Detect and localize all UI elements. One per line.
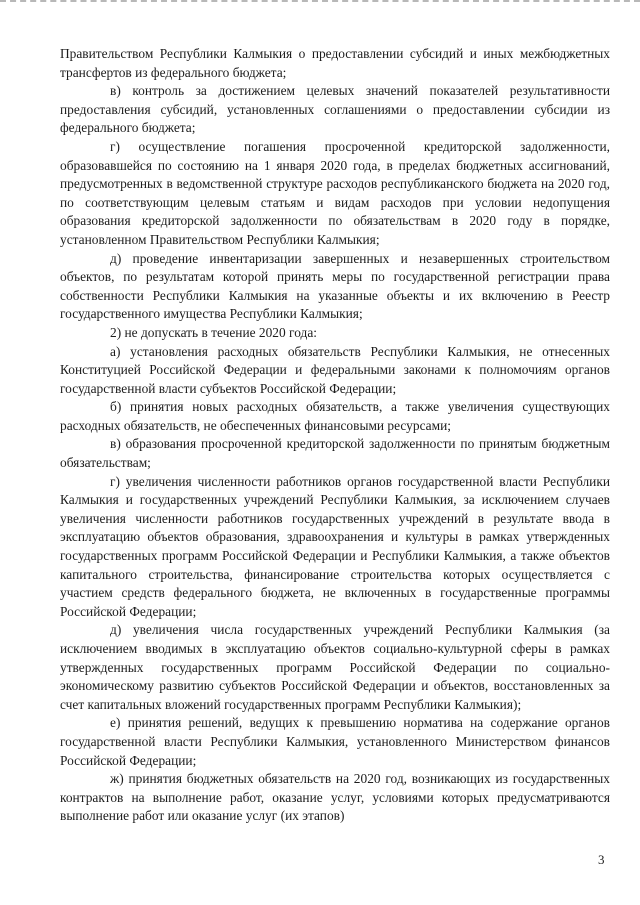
page-number: 3 [598, 852, 605, 867]
paragraph-11: е) принятия решений, ведущих к превышению норматива на содержание органов государственной власти Республики Калмыкия, установленного Министерством финансов Российской Федерации; [60, 715, 610, 768]
paragraph-4: д) проведение инвентаризации завершенных и незавершенных строительством объектов, по результатам которой принять меры по государственной регистрации права собственности Республики Калмыкия на указанные объекты и их включению в Реестр государственного имущества Республики Калмыкия; [60, 250, 610, 322]
paragraph-3: г) осуществление погашения просроченной кредиторской задолженности, образовавшейся по состоянию на 1 января 2020 года, в пределах бюджетных ассигнований, предусмотренных в ведомственной структуре расходов республиканского бюджета на 2020 год, по соответствующим целевым статьям и видам расходов при условии недопущения образования кредиторской задолженности по обязательствам в 2020 году в порядке, установленном Правительством Республики Калмыкия; [60, 138, 610, 247]
document-page [60, 45, 610, 826]
scan-top-edge [0, 0, 640, 8]
paragraph-9: г) увеличения численности работников органов государственной власти Республики Калмыкия и государственных учреждений Республики Калмыкия, за исключением случаев увеличения численности работников государственных учреждений в результате ввода в эксплуатацию объектов образования, здравоохранения и культуры в рамках утвержденных государственных программ Российской Федерации и Республики Калмыкия, а также объектов капитального строительства, финансирование строительства которых осуществляется с участием средств федерального бюджета, не включенных в государственные программы Российской Федерации; [60, 473, 610, 619]
paragraph-1: Правительством Республики Калмыкия о предоставлении субсидий и иных межбюджетных трансфертов из федерального бюджета; [60, 46, 610, 80]
paragraph-7: б) принятия новых расходных обязательств, а также увеличения существующих расходных обязательств, не обеспеченных финансовыми ресурсами; [60, 399, 610, 433]
paragraph-2: в) контроль за достижением целевых значений показателей результативности предоставления субсидий, установленных соглашениями о предоставлении субсидии из федерального бюджета; [60, 83, 610, 136]
paragraph-5: 2) не допускать в течение 2020 года: [110, 324, 317, 340]
paragraph-10: д) увеличения числа государственных учреждений Республики Калмыкия (за исключением вводимых в эксплуатацию объектов социально-культурной сферы в рамках утвержденных государственных программ Российской Федерации по социально-экономическому развитию субъектов Российской Федерации и объектов, восстановленных за счет капитальных вложений государственных программ Республики Калмыкия); [60, 622, 610, 712]
paragraph-12: ж) принятия бюджетных обязательств на 2020 год, возникающих из государственных контрактов на выполнение работ, оказание услуг, условиями которых предусматриваются выполнение работ или оказание услуг (их этапов) [60, 771, 610, 824]
paragraph-8: в) образования просроченной кредиторской задолженности по принятым бюджетным обязательствам; [60, 436, 610, 471]
paragraph-6: а) установления расходных обязательств Республики Калмыкия, не отнесенных Конституцией Российской Федерации и федеральными законами к полномочиям органов государственной власти субъектов Российской Федерации; [60, 343, 610, 396]
